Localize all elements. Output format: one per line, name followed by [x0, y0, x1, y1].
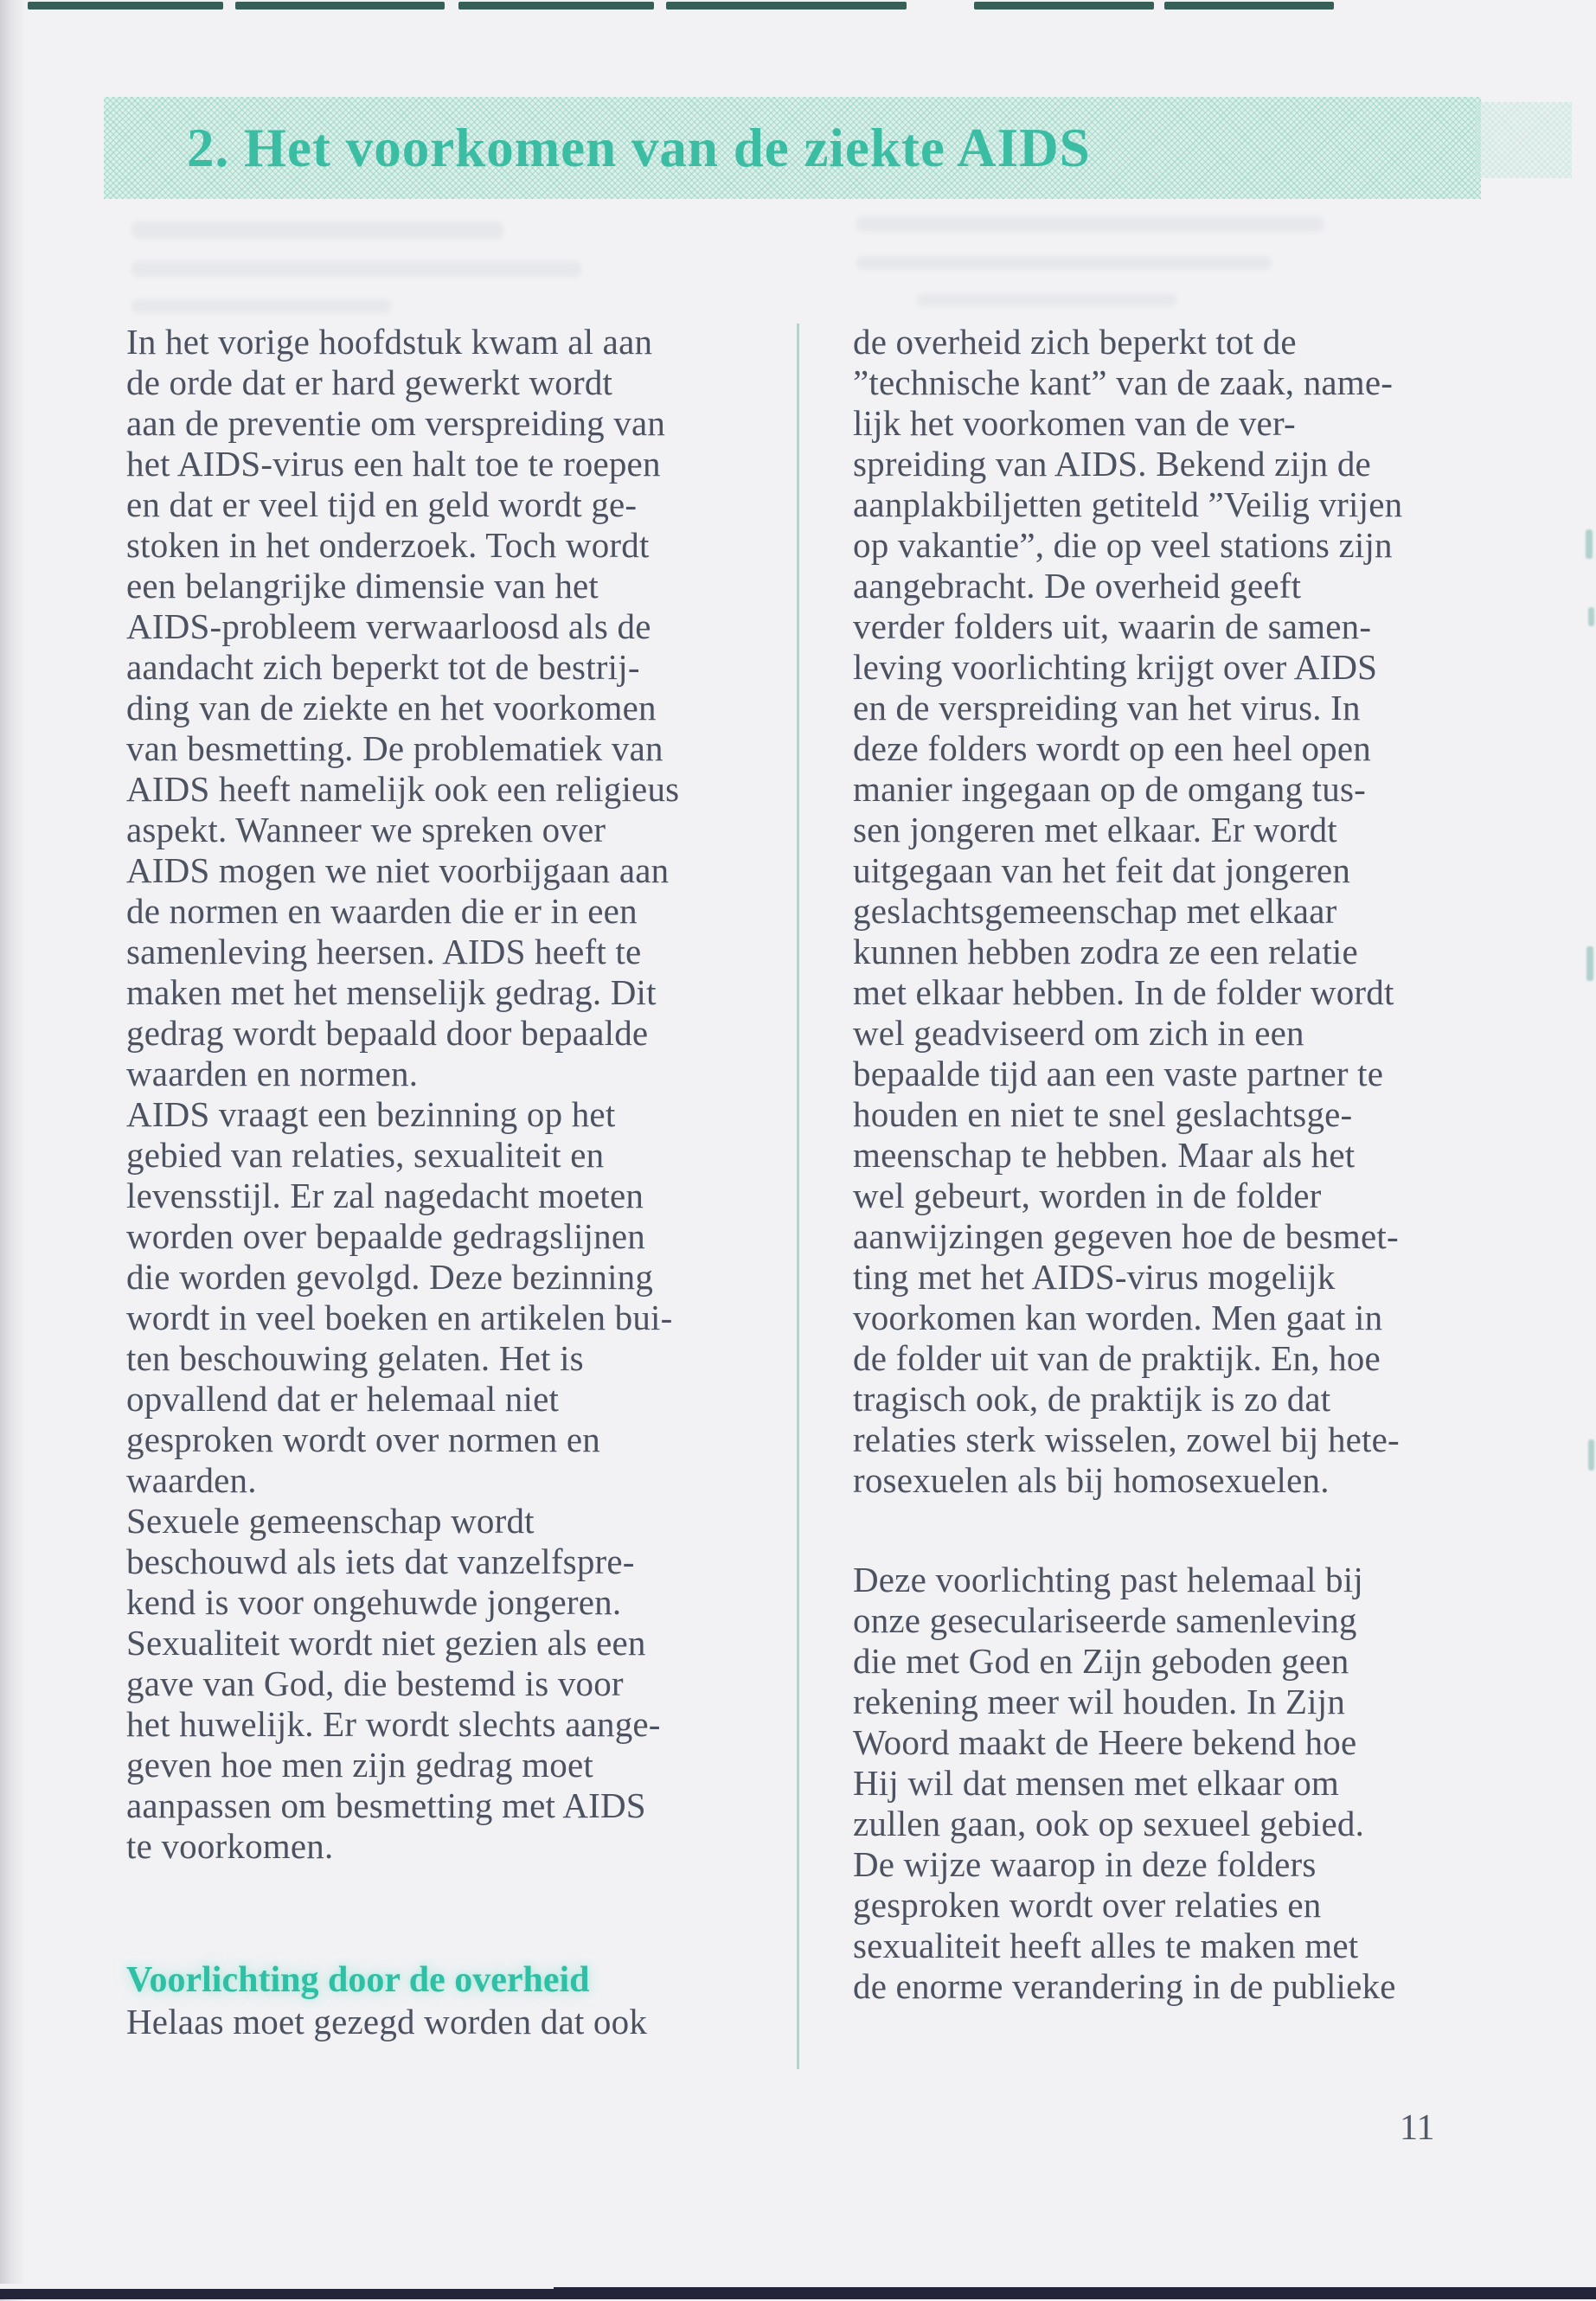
text-line: De wijze waarop in deze folders — [853, 1844, 1317, 1884]
text-line: het huwelijk. Er wordt slechts aange- — [126, 1704, 661, 1744]
text-line: bepaalde tijd aan een vaste partner te — [853, 1054, 1384, 1093]
text-line: aan de preventie om verspreiding van — [126, 403, 666, 443]
text-line: op vakantie”, die op veel stations zijn — [853, 525, 1393, 565]
text-line: uitgegaan van het feit dat jongeren — [853, 850, 1351, 890]
text-line: tragisch ook, de praktijk is zo dat — [853, 1379, 1331, 1419]
margin-mark-artifact — [1588, 607, 1594, 626]
text-line: AIDS vraagt een bezinning op het — [126, 1094, 616, 1134]
margin-mark-artifact — [1586, 946, 1593, 981]
chapter-header-banner — [104, 97, 1481, 199]
text-line: het AIDS-virus een halt toe te roepen — [126, 444, 661, 484]
scan-top-edge-artifact — [0, 0, 1596, 12]
text-line: kunnen hebben zodra ze een relatie — [853, 932, 1358, 971]
text-line: gedrag wordt bepaald door bepaalde — [126, 1013, 649, 1053]
text-line: ”technische kant” van de zaak, name- — [853, 362, 1394, 402]
text-line: Woord maakt de Heere bekend hoe — [853, 1722, 1357, 1762]
left-column-text — [126, 322, 789, 1867]
text-line: de overheid zich beperkt tot de — [853, 322, 1297, 362]
right-column-paragraph-1 — [853, 322, 1516, 1501]
text-line: worden over bepaalde gedragslijnen — [126, 1216, 645, 1256]
text-line: gave van God, die bestemd is voor — [126, 1663, 624, 1703]
text-line: gesproken wordt over relaties en — [853, 1885, 1322, 1925]
text-line: te voorkomen. — [126, 1826, 334, 1866]
scan-left-edge-shadow — [0, 0, 26, 2301]
margin-mark-artifact — [1586, 529, 1593, 559]
text-line: spreiding van AIDS. Bekend zijn de — [853, 444, 1371, 484]
text-line: verder folders uit, waarin de samen- — [853, 606, 1372, 646]
margin-mark-artifact — [1588, 1439, 1594, 1471]
scan-bottom-edge-artifact — [0, 2287, 1596, 2299]
text-line: aanpassen om besmetting met AIDS — [126, 1785, 646, 1825]
text-line: lijk het voorkomen van de ver- — [853, 403, 1296, 443]
ghost-text-smudge — [856, 256, 1272, 270]
text-line: aspekt. Wanneer we spreken over — [126, 810, 606, 849]
text-line: waarden en normen. — [126, 1054, 419, 1093]
text-line: ten beschouwing gelaten. Het is — [126, 1338, 584, 1378]
text-line: levensstijl. Er zal nagedacht moeten — [126, 1176, 644, 1215]
text-line: kend is voor ongehuwde jongeren. — [126, 1582, 622, 1622]
text-line: waarden. — [126, 1460, 257, 1500]
text-line: aandacht zich beperkt tot de bestrij- — [126, 647, 640, 687]
banner-right-fade-artifact — [1475, 102, 1572, 178]
ghost-text-smudge — [131, 221, 503, 239]
text-line: de folder uit van de praktijk. En, hoe — [853, 1338, 1381, 1378]
text-line: Helaas moet gezegd worden dat ook — [126, 2002, 648, 2041]
ghost-text-smudge — [131, 261, 581, 277]
text-line: die met God en Zijn geboden geen — [853, 1641, 1349, 1681]
text-line: deze folders wordt op een heel open — [853, 728, 1371, 768]
text-line: aangebracht. De overheid geeft — [853, 566, 1302, 606]
text-line: geven hoe men zijn gedrag moet — [126, 1745, 593, 1785]
text-line: de orde dat er hard gewerkt wordt — [126, 362, 613, 402]
left-column-closing-text — [126, 2002, 789, 2042]
text-line: Hij wil dat mensen met elkaar om — [853, 1763, 1340, 1803]
scan-bottom-edge-step — [0, 2284, 554, 2289]
text-line: AIDS mogen we niet voorbijgaan aan — [126, 850, 670, 890]
text-line: aanplakbiljetten getiteld ”Veilig vrijen — [853, 484, 1403, 524]
text-line: Deze voorlichting past helemaal bij — [853, 1560, 1363, 1599]
text-line: met elkaar hebben. In de folder wordt — [853, 972, 1394, 1012]
text-line: en dat er veel tijd en geld wordt ge- — [126, 484, 638, 524]
text-line: onze geseculariseerde samenleving — [853, 1600, 1357, 1640]
text-line: gesproken wordt over normen en — [126, 1420, 600, 1459]
text-line: van besmetting. De problematiek van — [126, 728, 663, 768]
ghost-text-smudge — [131, 299, 391, 313]
text-line: zullen gaan, ook op sexueel gebied. — [853, 1804, 1365, 1843]
right-column — [853, 322, 1516, 2007]
text-line: rosexuelen als bij homosexuelen. — [853, 1460, 1330, 1500]
text-line: wel geadviseerd om zich in een — [853, 1013, 1304, 1053]
text-line: leving voorlichting krijgt over AIDS — [853, 647, 1378, 687]
text-line: AIDS-probleem verwaarloosd als de — [126, 606, 651, 646]
text-line: relaties sterk wisselen, zowel bij hete- — [853, 1420, 1400, 1459]
text-line: aanwijzingen gegeven hoe de besmet- — [853, 1216, 1399, 1256]
text-line: stoken in het onderzoek. Toch wordt — [126, 525, 650, 565]
column-divider-rule — [797, 324, 799, 2069]
text-line: Sexuele gemeenschap wordt — [126, 1501, 535, 1541]
left-column — [126, 322, 789, 2042]
text-line: AIDS heeft namelijk ook een religieus — [126, 769, 680, 809]
text-line: meenschap te hebben. Maar als het — [853, 1135, 1356, 1175]
ghost-text-smudge — [917, 294, 1176, 306]
text-line: ting met het AIDS-virus mogelijk — [853, 1257, 1336, 1297]
text-line: ding van de ziekte en het voorkomen — [126, 688, 657, 727]
text-line: wel gebeurt, worden in de folder — [853, 1176, 1322, 1215]
right-column-paragraph-2 — [853, 1560, 1516, 2007]
text-line: een belangrijke dimensie van het — [126, 566, 599, 606]
text-line: In het vorige hoofdstuk kwam al aan — [126, 322, 653, 362]
text-line: manier ingegaan op de omgang tus- — [853, 769, 1366, 809]
text-line: samenleving heersen. AIDS heeft te — [126, 932, 642, 971]
text-line: maken met het menselijk gedrag. Dit — [126, 972, 657, 1012]
text-line: geslachtsgemeenschap met elkaar — [853, 891, 1337, 931]
text-line: sexualiteit heeft alles te maken met — [853, 1926, 1359, 1965]
text-line: de normen en waarden die er in een — [126, 891, 638, 931]
text-line: Sexualiteit wordt niet gezien als een — [126, 1623, 646, 1663]
ghost-text-smudge — [856, 216, 1324, 232]
text-line: de enorme verandering in de publieke — [853, 1966, 1396, 2006]
text-line: houden en niet te snel geslachtsge- — [853, 1094, 1353, 1134]
chapter-title: 2. Het voorkomen van de ziekte AIDS — [187, 118, 1091, 178]
text-line: voorkomen kan worden. Men gaat in — [853, 1298, 1383, 1337]
text-line: die worden gevolgd. Deze bezinning — [126, 1257, 654, 1297]
section-subheading: Voorlichting door de overheid — [126, 1960, 590, 2000]
text-line: opvallend dat er helemaal niet — [126, 1379, 560, 1419]
text-line: beschouwd als iets dat vanzelfspre- — [126, 1541, 635, 1581]
text-line: en de verspreiding van het virus. In — [853, 688, 1361, 727]
text-line: gebied van relaties, sexualiteit en — [126, 1135, 605, 1175]
page-number: 11 — [1400, 2108, 1435, 2148]
text-line: wordt in veel boeken en artikelen bui- — [126, 1298, 673, 1337]
text-line: rekening meer wil houden. In Zijn — [853, 1682, 1346, 1721]
text-line: sen jongeren met elkaar. Er wordt — [853, 810, 1337, 849]
